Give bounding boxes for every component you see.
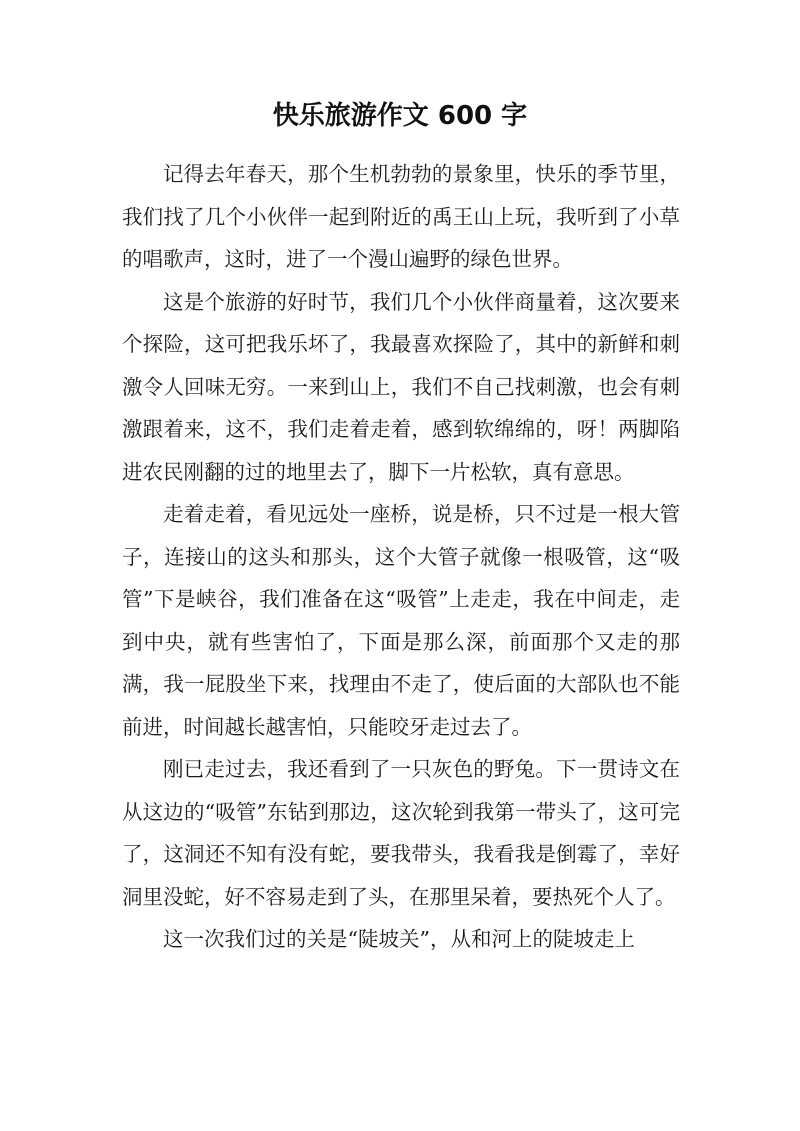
paragraph-3: 走着走着，看见远处一座桥，说是桥，只不过是一根大管子，连接山的这头和那头，这个大管子就像一根吸管，这“吸管”下是峡谷，我们准备在这“吸管”上走走，我在中间走，走到中央，就有些害怕了，下面是那么深，前面那个又走的那满，我一屁股坐下来，找理由不走了，使后面的大部队也不能前进，时间越长越害怕，只能咬牙走过去了。: [122, 502, 680, 739]
paragraph-4: 刚已走过去，我还看到了一只灰色的野兔。下一贯诗文在从这边的“吸管”东钻到那边，这次轮到我第一带头了，这可完了，这洞还不知有没有蛇，要我带头，我看我是倒霉了，幸好洞里没蛇，好不容易走到了头，在那里呆着，要热死个人了。: [122, 757, 680, 909]
paragraph-5: 这一次我们过的关是“陡坡关”，从和河上的陡坡走上: [163, 927, 635, 951]
page-title: 快乐旅游作文 600 字: [272, 101, 528, 131]
paragraph-2: 这是个旅游的好时节，我们几个小伙伴商量着，这次要来个探险，这可把我乐坏了，我最喜欢探险了，其中的新鲜和刺激令人回味无穷。一来到山上，我们不自己找刺激，也会有刺激跟着来，这不，我们走着走着，感到软绵绵的，呀！两脚陷进农民刚翻的过的地里去了，脚下一片松软，真有意思。: [122, 289, 680, 484]
essay-body: [122, 153, 680, 961]
paragraph-1: 记得去年春天，那个生机勃勃的景象里，快乐的季节里，我们找了几个小伙伴一起到附近的禹王山上玩，我听到了小草的唱歌声，这时，进了一个漫山遍野的绿色世界。: [122, 162, 680, 271]
